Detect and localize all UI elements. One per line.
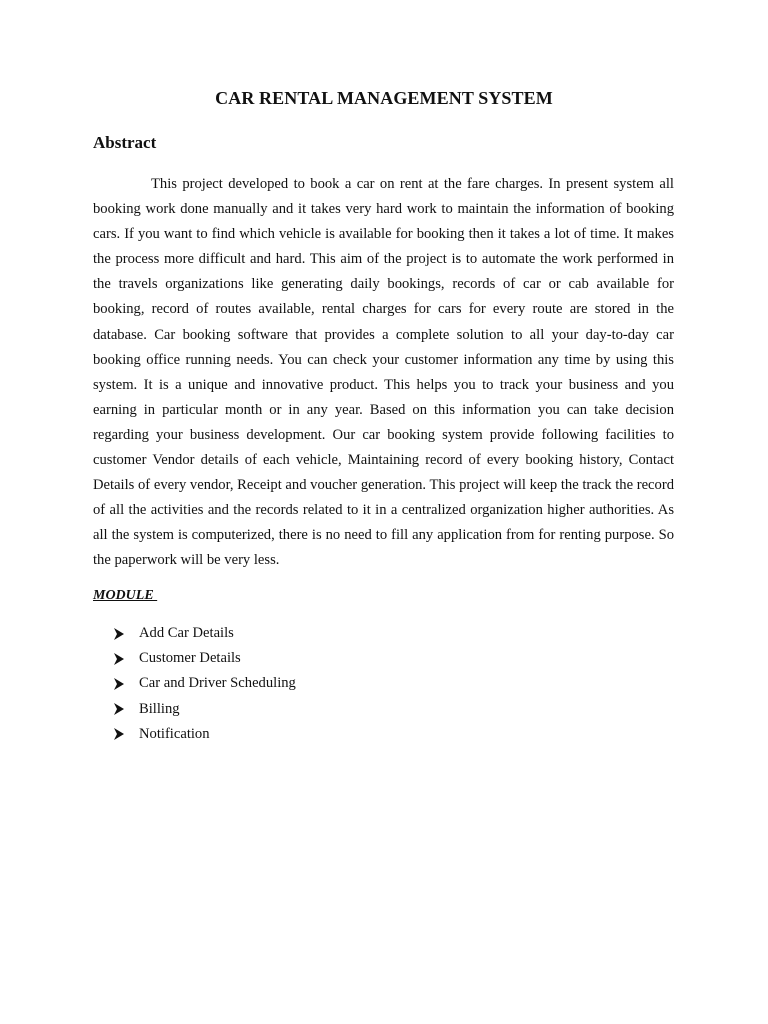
module-list-item [114, 621, 296, 646]
module-list-item [114, 671, 296, 696]
arrowhead-bullet-icon [114, 628, 124, 640]
abstract-paragraph: This project developed to book a car on rent at the fare charges. In present system all booking work done manually and it takes very hard work to maintain the information of booking cars. If you want to find which vehicle is available for booking then it takes a lot of time. It makes the process more difficult and hard. This aim of the project is to automate the work performed in the travels organizations like generating daily bookings, records of car or cab available for booking, record of routes available, rental charges for cars for every route are stored in the database. Car booking software that provides a complete solution to all your day-to-day car booking office running needs. You can check your customer information any time by using this system. It is a unique and innovative product. This helps you to track your business and you earning in particular month or in any year. Based on this information you can take decision regarding your business development. Our car booking system provide following facilities to customer Vendor details of each vehicle, Maintaining record of every booking history, Contact Details of every vendor, Receipt and voucher generation. This project will keep the track the record of all the activities and the records related to it in a centralized organization higher authorities. As all the system is computerized, there is no need to fill any application from for renting purpose. So the paperwork will be very less. [93, 176, 674, 569]
module-list-item [114, 722, 296, 747]
arrowhead-bullet-icon [114, 653, 124, 665]
module-list-item [114, 697, 296, 722]
module-item-label: Add Car Details [139, 625, 234, 642]
module-item-label: Car and Driver Scheduling [139, 675, 296, 692]
module-item-label: Billing [139, 700, 180, 717]
arrowhead-bullet-icon [114, 728, 124, 740]
arrowhead-bullet-icon [114, 678, 124, 690]
module-item-label: Notification [139, 725, 210, 742]
module-list [114, 621, 296, 747]
document-title: CAR RENTAL MANAGEMENT SYSTEM [215, 88, 553, 108]
module-list-item [114, 646, 296, 671]
arrowhead-bullet-icon [114, 703, 124, 715]
abstract-heading: Abstract [93, 133, 157, 152]
module-heading: MODULE [93, 588, 158, 603]
module-item-label: Customer Details [139, 650, 241, 667]
